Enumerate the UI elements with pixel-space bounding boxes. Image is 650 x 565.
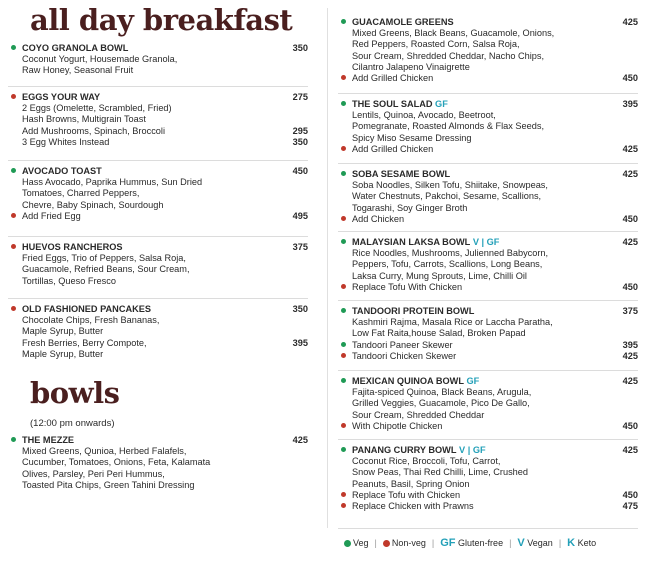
menu-item-name: PANANG CURRY BOWL (352, 445, 457, 455)
menu-item-description: Toasted Pita Chips, Green Tahini Dressing (22, 479, 195, 490)
item-separator (8, 86, 308, 87)
menu-item-line (8, 103, 308, 114)
menu-item-description: Togarashi, Soy Ginger Broth (352, 202, 468, 213)
menu-item-description: Rice Noodles, Mushrooms, Julienned Babycorn, (352, 248, 549, 259)
menu-item (338, 306, 638, 362)
menu-item (8, 435, 308, 491)
menu-item-description: Maple Syrup, Butter (22, 348, 104, 359)
menu-item (8, 304, 308, 360)
menu-item-line (338, 340, 638, 351)
dietary-legend (344, 537, 596, 549)
menu-item-price: 395 (292, 337, 308, 348)
menu-item-description: Coconut Rice, Broccoli, Tofu, Carrot, (352, 456, 501, 467)
menu-item-description: Replace Chicken with Prawns (352, 501, 474, 512)
legend-gf: GF Gluten-free (440, 537, 504, 549)
legend-veg: Veg (344, 538, 369, 548)
menu-item-description: Add Grilled Chicken (352, 73, 434, 84)
menu-item-price: 450 (622, 281, 638, 292)
menu-item-description: 3 Egg Whites Instead (22, 136, 110, 147)
menu-item-header (8, 43, 308, 54)
menu-item-line (338, 248, 638, 259)
section-title-breakfast: all day breakfast (30, 3, 293, 37)
menu-item-description: Lentils, Quinoa, Avocado, Beetroot, (352, 110, 496, 121)
menu-item-price: 450 (622, 489, 638, 500)
menu-item-line (338, 479, 638, 490)
menu-item-description: With Chipotle Chicken (352, 420, 443, 431)
menu-item-description: Grilled Veggies, Guacamole, Pico De Gallo, (352, 398, 530, 409)
menu-item-description: Cilantro Jalapeno Vinaigrette (352, 61, 470, 72)
menu-item-price: 395 (622, 339, 638, 350)
menu-item-line (338, 317, 638, 328)
legend-separator: | (558, 538, 562, 548)
menu-item-description: 2 Eggs (Omelette, Scrambled, Fried) (22, 103, 172, 114)
menu-item-price: 275 (292, 92, 308, 102)
menu-item-line (338, 191, 638, 202)
menu-item-price: 495 (292, 210, 308, 221)
menu-item-line (8, 338, 308, 349)
menu-item-line (338, 121, 638, 132)
menu-item-header (8, 242, 308, 253)
legend-vegan: V Vegan (517, 537, 553, 549)
menu-item (8, 43, 308, 77)
bowls-subtitle: (12:00 pm onwards) (30, 418, 115, 429)
menu-item-header (338, 169, 638, 180)
menu-item-header (338, 237, 638, 248)
menu-item-description: Spicy Miso Sesame Dressing (352, 132, 472, 143)
menu-item (338, 445, 638, 512)
menu-item-description: Sour Cream, Shredded Cheddar, Nacho Chips, (352, 50, 545, 61)
menu-item-price: 350 (292, 304, 308, 314)
menu-item-description: Add Chicken (352, 213, 405, 224)
menu-item-description: Hash Browns, Multigrain Toast (22, 114, 146, 125)
menu-item-line (8, 54, 308, 65)
menu-item-line (8, 200, 308, 211)
menu-item-price: 425 (622, 445, 638, 455)
menu-item-price: 350 (292, 136, 308, 147)
menu-item-description: Mixed Greens, Qunioa, Herbed Falafels, (22, 446, 187, 457)
menu-item-line (8, 276, 308, 287)
menu-item-line (338, 110, 638, 121)
menu-item-line (338, 28, 638, 39)
menu-item-description: Replace Tofu with Chicken (352, 489, 461, 500)
legend-separator: | (374, 538, 377, 548)
menu-item-header (8, 92, 308, 103)
menu-item-name: EGGS YOUR WAY (22, 92, 101, 102)
menu-item-line (8, 446, 308, 457)
keto-symbol: K (567, 537, 576, 549)
menu-item-price: 425 (622, 237, 638, 247)
item-separator (338, 93, 638, 94)
menu-item-line (8, 326, 308, 337)
menu-item-line (8, 253, 308, 264)
legend-separator: | (509, 538, 512, 548)
menu-item-header (8, 435, 308, 446)
item-separator (338, 231, 638, 232)
veg-dot-icon (344, 540, 351, 547)
menu-item-description: Snow Peas, Thai Red Chilli, Lime, Crushed (352, 467, 529, 478)
menu-item-price: 425 (622, 376, 638, 386)
menu-item-line (338, 328, 638, 339)
menu-item-description: Fresh Berries, Berry Compote, (22, 337, 147, 348)
menu-item-description: Tortillas, Queso Fresco (22, 275, 116, 286)
diet-tag: GF (435, 99, 448, 109)
menu-item-line (338, 259, 638, 270)
menu-item-line (8, 349, 308, 360)
menu-item (8, 242, 308, 287)
menu-item-description: Olives, Parsley, Peri Peri Hummus, (22, 468, 165, 479)
vegan-symbol: V (517, 537, 525, 549)
menu-item (338, 237, 638, 293)
menu-item-line (338, 398, 638, 409)
menu-item-description: Tandoori Paneer Skewer (352, 339, 453, 350)
menu-item-price: 425 (622, 143, 638, 154)
menu-item-line (8, 126, 308, 137)
menu-item-line (338, 144, 638, 155)
menu-item-price: 425 (622, 17, 638, 27)
menu-item (338, 99, 638, 155)
menu-item-name: MALAYSIAN LAKSA BOWL (352, 237, 471, 247)
menu-item-header (338, 17, 638, 28)
menu-item-line (8, 264, 308, 275)
menu-item-name: HUEVOS RANCHEROS (22, 242, 123, 252)
menu-item-line (338, 180, 638, 191)
menu-item-price: 425 (292, 435, 308, 445)
menu-item-line (338, 133, 638, 144)
menu-item-description: Tandoori Chicken Skewer (352, 350, 457, 361)
menu-item-line (338, 351, 638, 362)
menu-item-name: TANDOORI PROTEIN BOWL (352, 306, 475, 316)
menu-item-line (338, 203, 638, 214)
menu-item-description: Tomatoes, Charred Peppers, (22, 188, 140, 199)
menu-item-name: GUACAMOLE GREENS (352, 17, 454, 27)
menu-item-name: THE SOUL SALAD (352, 99, 433, 109)
item-separator (338, 163, 638, 164)
menu-item-description: Peanuts, Basil, Spring Onion (352, 478, 470, 489)
column-divider (327, 8, 328, 528)
menu-item-description: Laksa Curry, Mung Sprouts, Lime, Chilli Oil (352, 270, 527, 281)
item-separator (8, 160, 308, 161)
menu-item-line (338, 214, 638, 225)
menu-item-description: Pomegranate, Roasted Almonds & Flax Seeds, (352, 121, 545, 132)
menu-item (338, 17, 638, 84)
item-separator (8, 298, 308, 299)
menu-item-price: 425 (622, 350, 638, 361)
menu-item-price: 450 (622, 213, 638, 224)
menu-item-line (338, 62, 638, 73)
menu-item-description: Fried Eggs, Trio of Peppers, Salsa Roja, (22, 253, 186, 264)
diet-tag: V | GF (472, 237, 500, 247)
menu-item-line (338, 456, 638, 467)
menu-item-name: THE MEZZE (22, 435, 75, 445)
menu-item-description: Peppers, Tofu, Carrots, Scallions, Long Beans, (352, 259, 543, 270)
menu-item (338, 169, 638, 225)
menu-item-line (338, 467, 638, 478)
menu-item-description: Kashmiri Rajma, Masala Rice or Laccha Paratha, (352, 317, 553, 328)
menu-item-line (8, 114, 308, 125)
diet-tag: V | GF (459, 445, 486, 455)
menu-item-description: Water Chestnuts, Pakchoi, Sesame, Scallions, (352, 191, 542, 202)
section-title-bowls: bowls (30, 376, 120, 410)
menu-item-header (338, 99, 638, 110)
legend-separator: | (431, 538, 435, 548)
menu-item-line (338, 271, 638, 282)
item-separator (338, 528, 638, 529)
menu-item-line (8, 457, 308, 468)
menu-item-line (8, 469, 308, 480)
legend-nonveg: Non-veg (383, 538, 426, 548)
item-separator (338, 370, 638, 371)
menu-item-line (338, 501, 638, 512)
menu-item-price: 450 (622, 73, 638, 84)
menu-item-name: COYO GRANOLA BOWL (22, 43, 129, 53)
menu-item-line (338, 51, 638, 62)
menu-item-line (8, 137, 308, 148)
menu-item-line (338, 410, 638, 421)
menu-item-description: Chevre, Baby Spinach, Sourdough (22, 199, 164, 210)
menu-item-description: Mixed Greens, Black Beans, Guacamole, Onions, (352, 28, 555, 39)
menu-item-price: 395 (622, 99, 638, 109)
menu-item-description: Replace Tofu With Chicken (352, 281, 463, 292)
menu-item-name: SOBA SESAME BOWL (352, 169, 451, 179)
menu-item-description: Chocolate Chips, Fresh Bananas, (22, 315, 160, 326)
menu-item-header (8, 304, 308, 315)
menu-item-header (338, 445, 638, 456)
menu-item-line (338, 282, 638, 293)
item-separator (8, 236, 308, 237)
menu-item-description: Raw Honey, Seasonal Fruit (22, 65, 134, 76)
menu-item-line (8, 65, 308, 76)
gf-symbol: GF (440, 537, 456, 549)
menu-item-price: 450 (622, 420, 638, 431)
menu-item-description: Hass Avocado, Paprika Hummus, Sun Dried (22, 177, 203, 188)
item-separator (338, 300, 638, 301)
menu-item-header (338, 306, 638, 317)
menu-item-price: 350 (292, 43, 308, 53)
menu-item-price: 295 (292, 125, 308, 136)
menu-item-price: 450 (292, 166, 308, 176)
menu-item-description: Add Fried Egg (22, 210, 81, 221)
menu-item-price: 375 (292, 242, 308, 252)
menu-item-description: Soba Noodles, Silken Tofu, Shiitake, Snowpeas, (352, 180, 548, 191)
menu-item-price: 375 (622, 306, 638, 316)
menu-item (8, 166, 308, 222)
menu-item-description: Red Peppers, Roasted Corn, Salsa Roja, (352, 39, 520, 50)
item-separator (338, 439, 638, 440)
menu-item-price: 425 (622, 169, 638, 179)
menu-item-line (338, 39, 638, 50)
legend-keto: K Keto (567, 537, 597, 549)
menu-item-description: Add Mushrooms, Spinach, Broccoli (22, 125, 165, 136)
menu-item-line (338, 421, 638, 432)
menu-item (8, 92, 308, 148)
menu-item-line (8, 177, 308, 188)
menu-item-description: Coconut Yogurt, Housemade Granola, (22, 54, 178, 65)
menu-item-line (8, 315, 308, 326)
nonveg-dot-icon (383, 540, 390, 547)
menu-item-description: Cucumber, Tomatoes, Onions, Feta, Kalamata (22, 457, 211, 468)
menu-item-description: Low Fat Raita,house Salad, Broken Papad (352, 328, 526, 339)
menu-item-line (338, 387, 638, 398)
menu-item-line (8, 188, 308, 199)
menu-item-description: Maple Syrup, Butter (22, 326, 104, 337)
menu-item-header (338, 376, 638, 387)
diet-tag: GF (466, 376, 480, 386)
menu-item-description: Sour Cream, Shredded Cheddar (352, 409, 485, 420)
menu-item (338, 376, 638, 432)
menu-item-name: OLD FASHIONED PANCAKES (22, 304, 151, 314)
menu-item-line (8, 480, 308, 491)
menu-item-name: AVOCADO TOAST (22, 166, 102, 176)
menu-item-line (338, 490, 638, 501)
menu-item-price: 475 (622, 501, 638, 512)
menu-item-description: Fajita-spiced Quinoa, Black Beans, Arugula, (352, 387, 532, 398)
menu-item-line (8, 211, 308, 222)
menu-item-description: Guacamole, Refried Beans, Sour Cream, (22, 264, 190, 275)
menu-item-name: MEXICAN QUINOA BOWL (352, 376, 464, 386)
menu-item-line (338, 73, 638, 84)
menu-item-header (8, 166, 308, 177)
menu-item-description: Add Grilled Chicken (352, 143, 434, 154)
